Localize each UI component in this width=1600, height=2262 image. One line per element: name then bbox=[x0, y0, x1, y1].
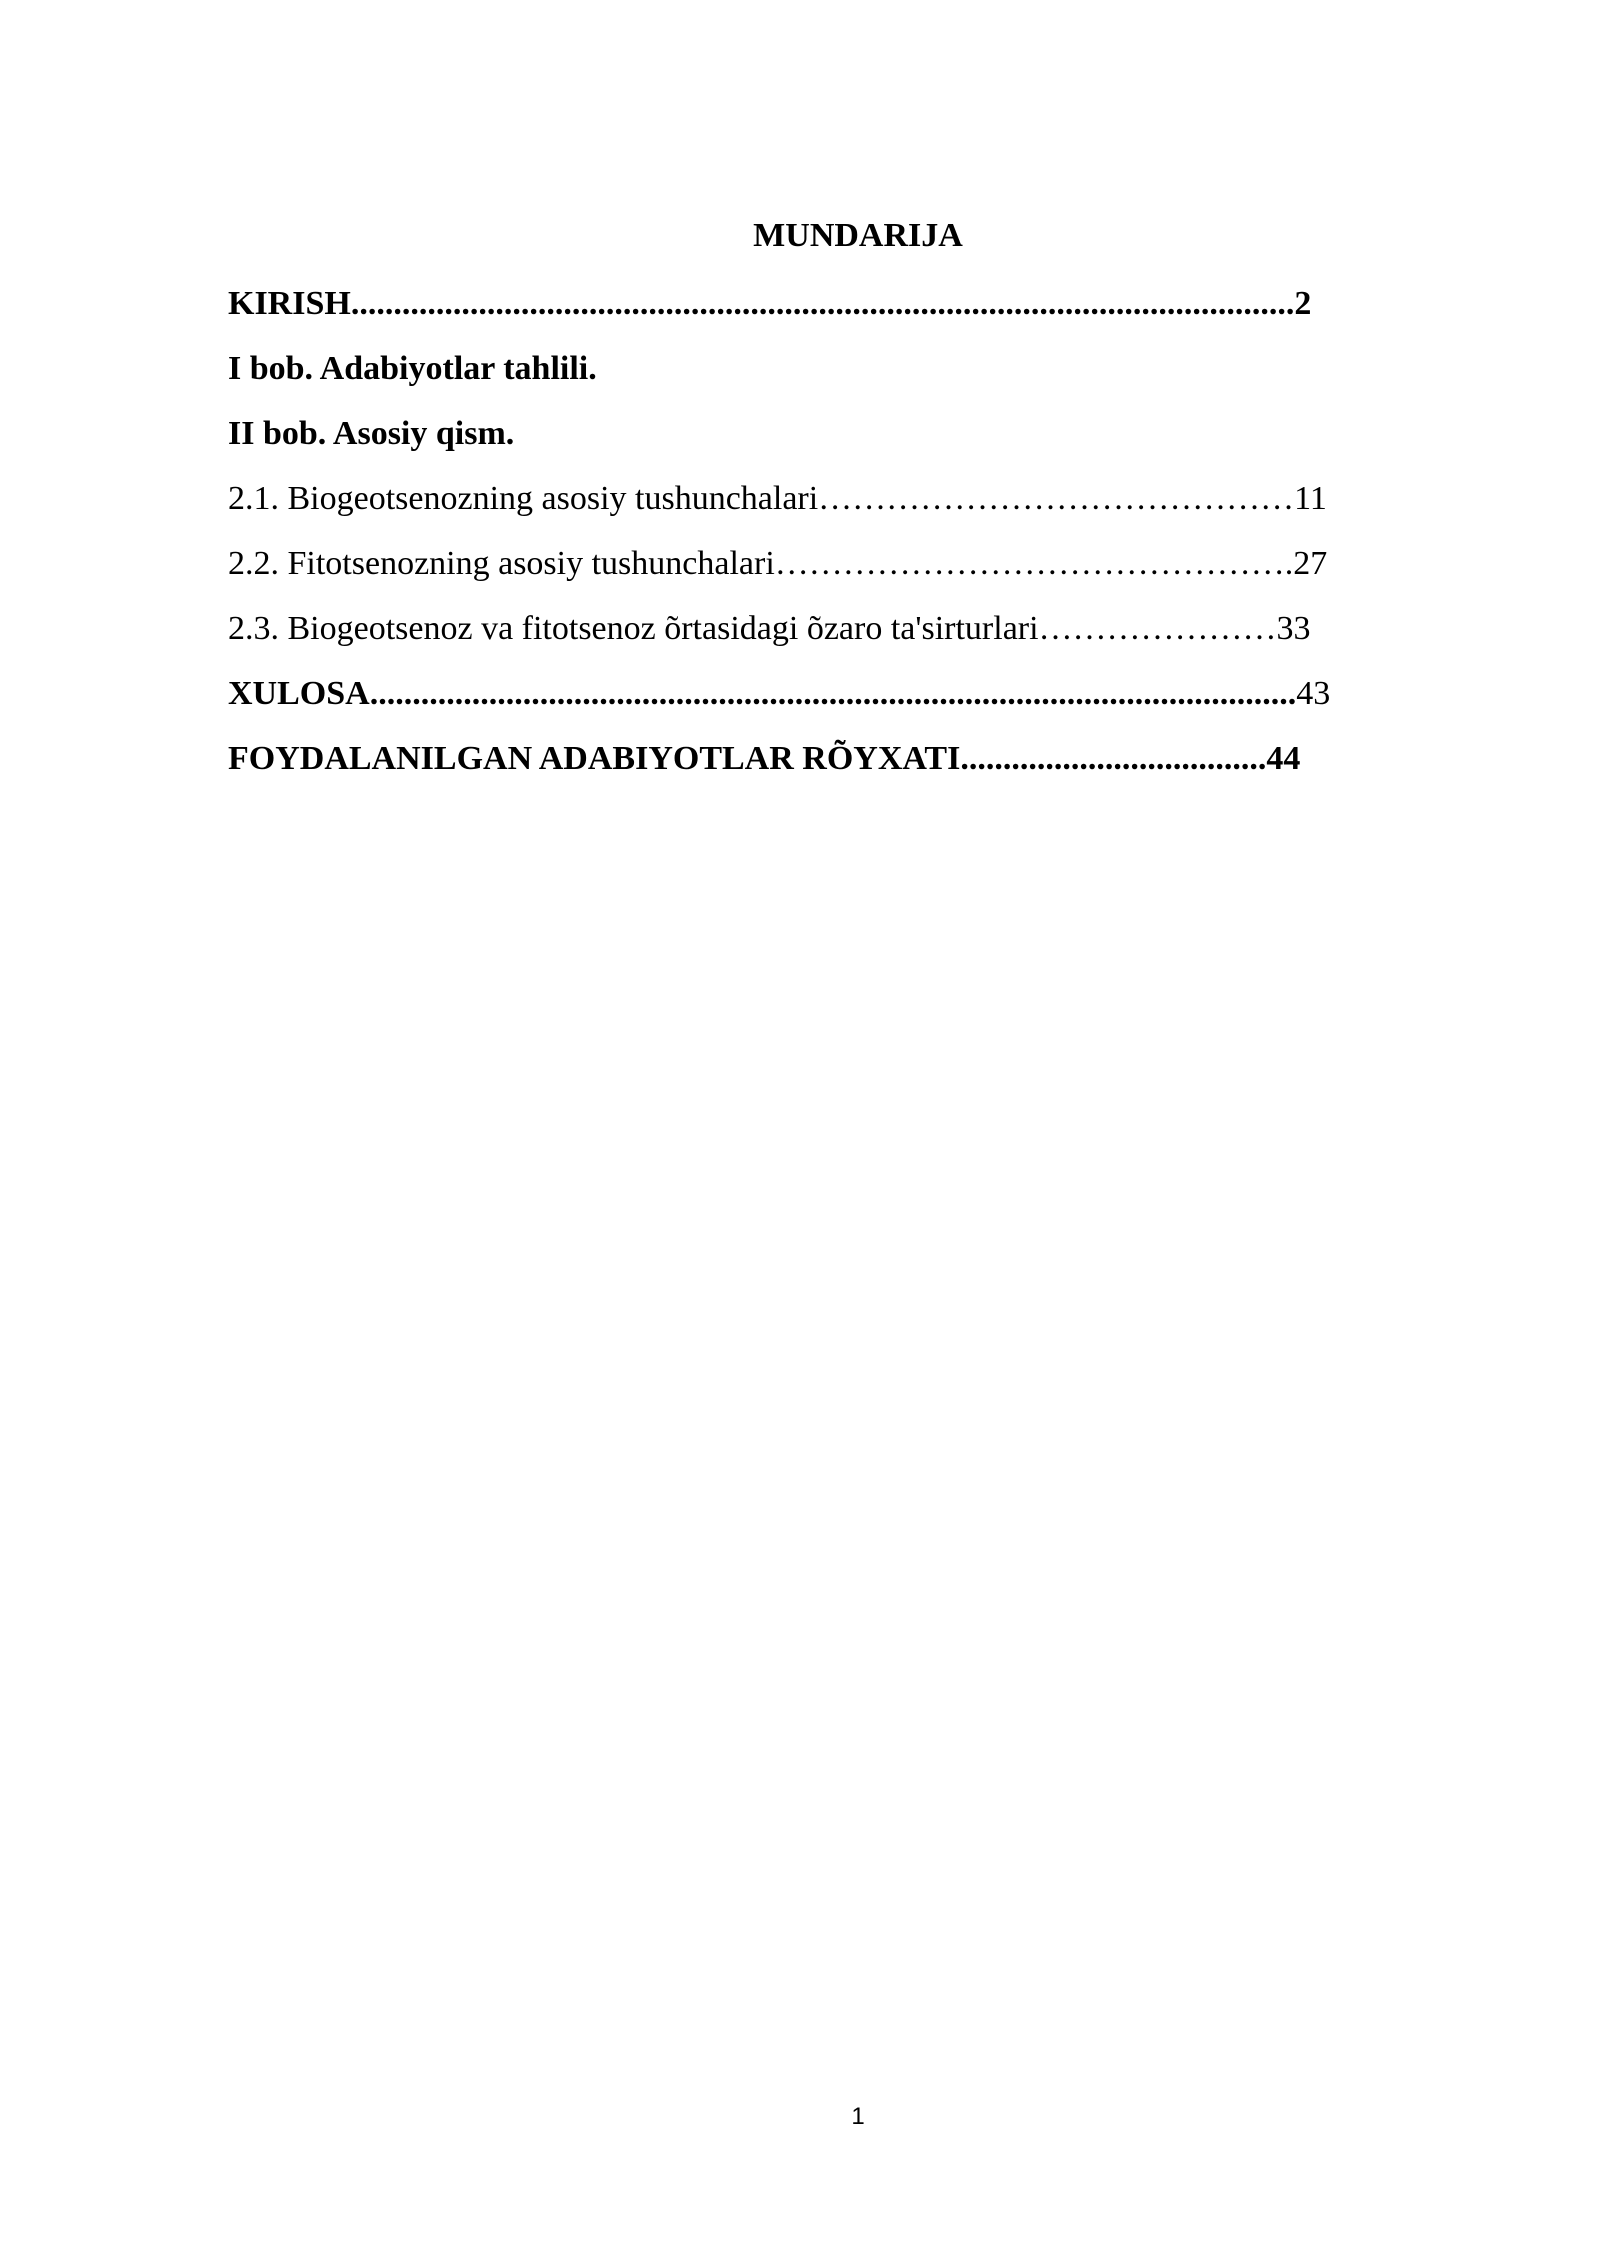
toc-entry-xulosa-title: XULOSA............................................................................................................. bbox=[228, 675, 1297, 712]
toc-entry-chapter-1: I bob. Adabiyotlar tahlili. bbox=[228, 350, 597, 387]
toc-entry-kirish: KIRISH...............................................................................................................2 bbox=[228, 285, 1312, 322]
page-number: 1 bbox=[851, 2103, 865, 2130]
page-title: MUNDARIJA bbox=[753, 217, 963, 254]
toc-entry-chapter-2: II bob. Asosiy qism. bbox=[228, 415, 515, 452]
toc-entry-2-1: 2.1. Biogeotsenozning asosiy tushunchalari……………………………………11 bbox=[228, 480, 1327, 517]
toc-entry-references: FOYDALANILGAN ADABIYOTLAR RÕYXATI....................................44 bbox=[228, 740, 1301, 777]
toc-entry-xulosa-page: 43 bbox=[1296, 675, 1331, 712]
toc-entry-2-2: 2.2. Fitotsenozning asosiy tushunchalari……………………………………….27 bbox=[228, 545, 1328, 582]
toc-entry-xulosa bbox=[228, 672, 1330, 716]
toc-entry-2-3: 2.3. Biogeotsenoz va fitotsenoz õrtasidagi õzaro ta'sirturlari…………………33 bbox=[228, 610, 1311, 647]
